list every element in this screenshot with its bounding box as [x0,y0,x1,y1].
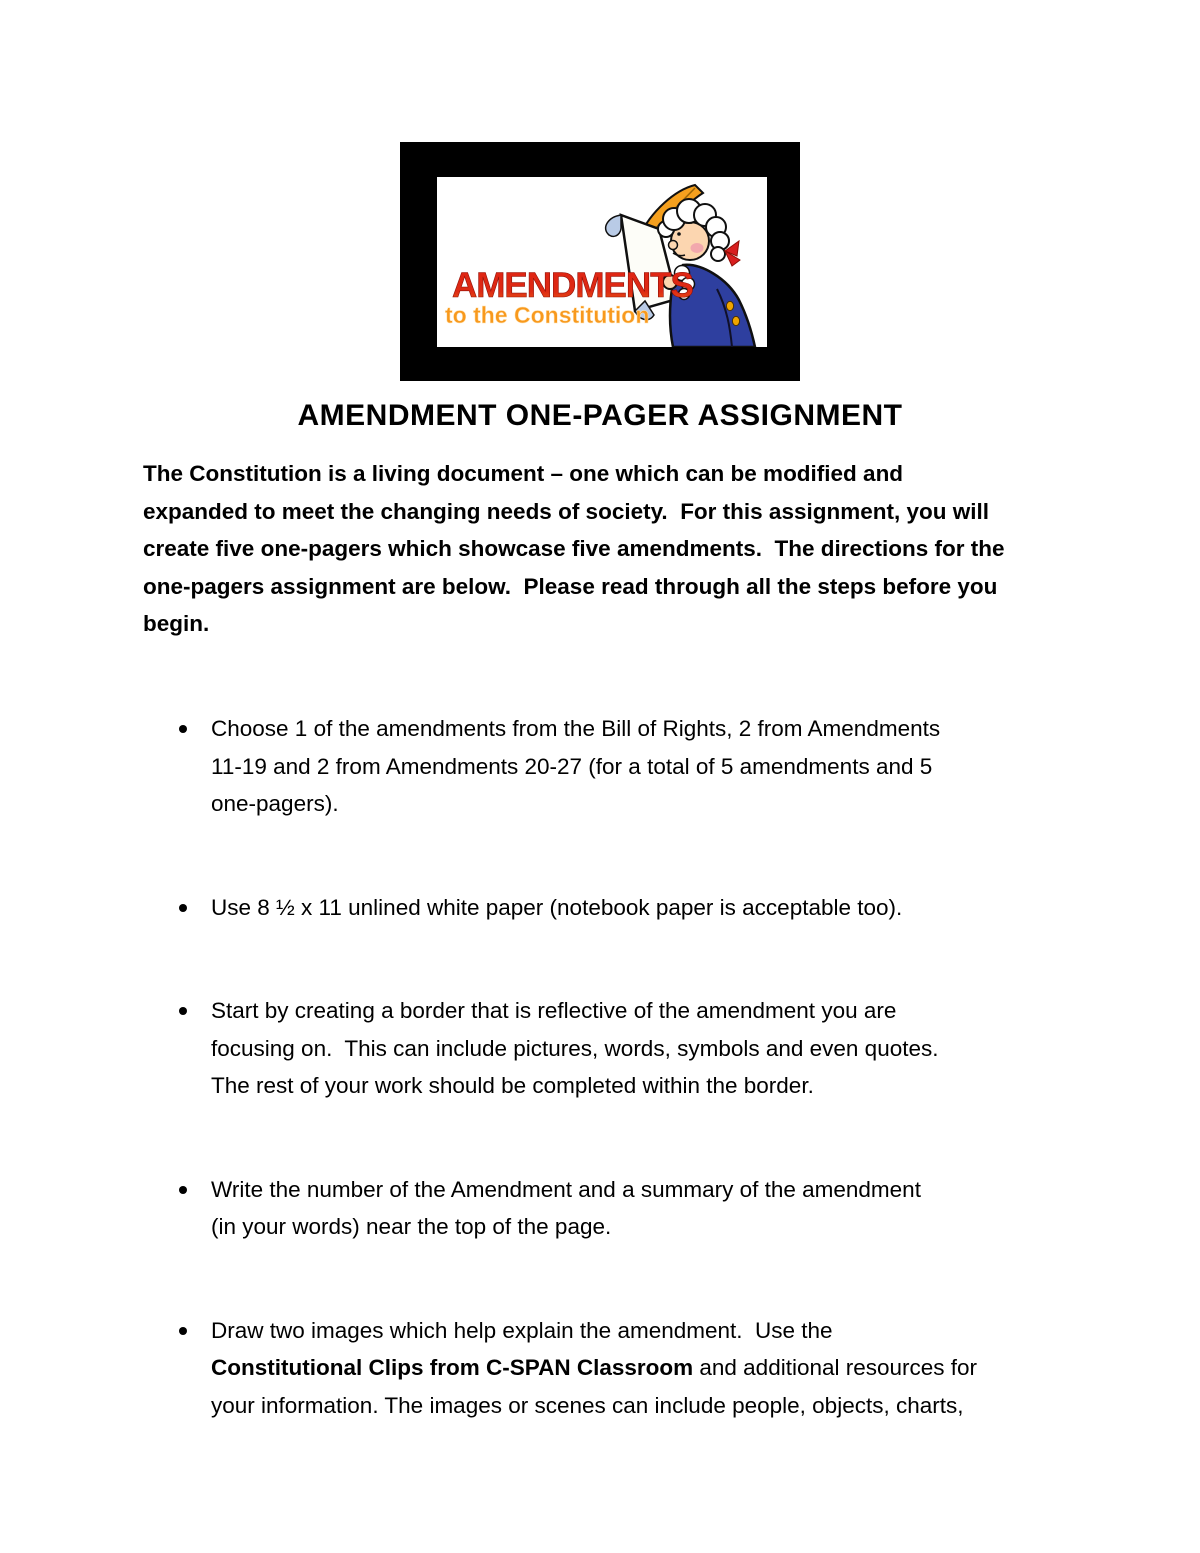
intro-line: one-pagers assignment are below. Please read through all the steps before you [143,573,998,599]
bullet-item-choose-amendments [143,710,1153,823]
bullet-item-draw-images [143,1312,1153,1425]
bullet-line: Choose 1 of the amendments from the Bill of Rights, 2 from Amendments [211,716,941,741]
bullet-line: Use 8 ½ x 11 unlined white paper (notebook paper is acceptable too). [211,894,903,920]
bullet-dot-icon [179,1327,187,1335]
bullet-line: Draw two images which help explain the amendment. Use the [211,1317,833,1343]
bullet-dot-icon [179,725,187,733]
bullet-line: focusing on. This can include pictures, words, symbols and even quotes. [211,1035,939,1061]
coat-button-icon [732,316,739,325]
intro-paragraph [143,455,1143,643]
bullet-item-number-summary [143,1171,1153,1246]
banner-image [437,177,767,347]
bullet-dot-icon [179,904,187,912]
bullet-item-paper [143,889,1153,927]
intro-line: begin. [143,611,210,636]
banner-headline: AMENDMENTS [452,266,693,305]
bullet-dot-icon [179,1007,187,1015]
bullet-line: The rest of your work should be completed within the border. [211,1073,814,1098]
bullet-line: 11-19 and 2 from Amendments 20-27 (for a total of 5 amendments and 5 [211,753,933,779]
bullet-line: Start by creating a border that is reflective of the amendment you are [211,998,897,1023]
bullet-line: (in your words) near the top of the page. [211,1214,612,1239]
bullet-line: one-pagers). [211,791,339,816]
directions-list [143,710,1153,1424]
bullet-line: Write the number of the Amendment and a summary of the amendment [211,1176,921,1202]
intro-line: expanded to meet the changing needs of society. For this assignment, you will [143,498,989,524]
bold-phrase: Constitutional Clips from C-SPAN Classroom [211,1355,694,1380]
bullet-line: your information. The images or scenes can include people, objects, charts, [211,1392,964,1418]
banner-frame [400,142,800,381]
intro-line: create five one-pagers which showcase five amendments. The directions for the [143,536,1005,561]
bullet-line [211,1349,1153,1387]
amendments-clipart [437,177,767,347]
page-title: AMENDMENT ONE-PAGER ASSIGNMENT [297,399,903,432]
bullet-item-border [143,992,1153,1105]
coat-button-icon [726,301,733,310]
bullet-line-rest: and additional resources for [693,1355,978,1380]
intro-line: The Constitution is a living document – one which can be modified and [143,461,904,486]
banner-subline: to the Constitution [445,302,650,328]
bullet-dot-icon [179,1186,187,1194]
